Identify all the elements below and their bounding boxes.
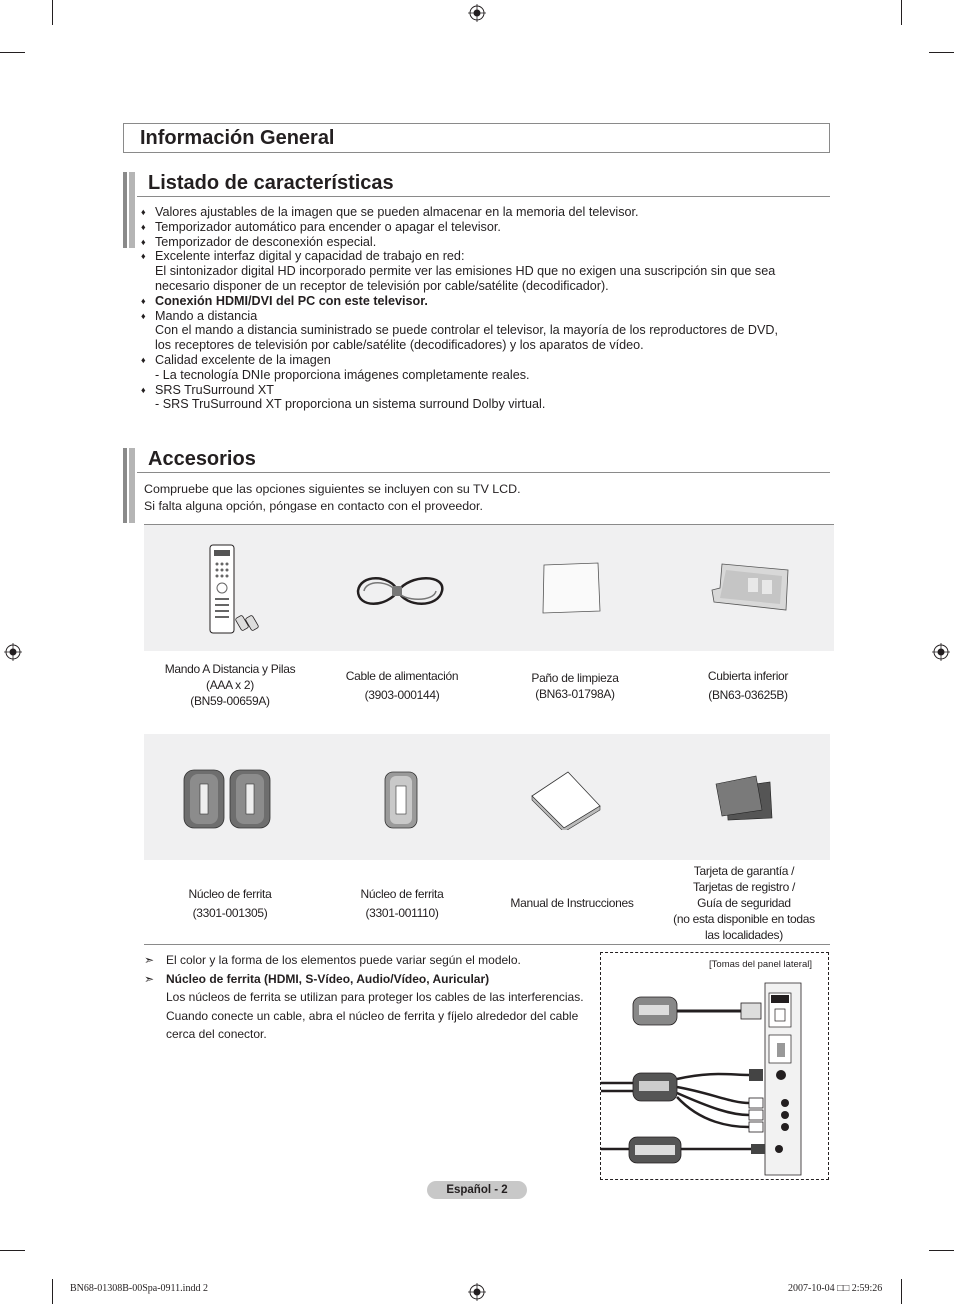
features-list — [141, 205, 821, 412]
accessory-caption — [490, 895, 654, 911]
caption-line: (BN63-03625B) — [708, 688, 788, 702]
accessory-caption — [493, 670, 657, 702]
crop-mark — [901, 1279, 902, 1304]
feature-item — [141, 353, 821, 383]
section-bar — [123, 448, 127, 523]
feature-item — [141, 309, 821, 353]
feature-item — [141, 205, 821, 220]
crop-mark — [929, 52, 954, 53]
feature-item — [141, 294, 821, 309]
registration-mark-icon — [4, 643, 22, 661]
note-arrow-icon: ➣ — [144, 953, 155, 967]
feature-item — [141, 220, 821, 235]
page-number: Español - 2 — [427, 1181, 527, 1199]
caption-line: Cable de alimentación — [345, 669, 459, 683]
caption-line: Guía de seguridad — [697, 896, 791, 910]
registration-mark-icon — [932, 643, 950, 661]
accessory-caption — [148, 886, 312, 921]
section-bar — [129, 172, 135, 248]
bullet-icon: ♦ — [141, 354, 146, 365]
feature-text: SRS TruSurround XT — [155, 382, 274, 397]
side-panel-diagram — [600, 952, 829, 1180]
caption-line: Núcleo de ferrita — [188, 887, 272, 901]
accessory-caption — [666, 668, 830, 703]
feature-detail: - La tecnología DNIe proporciona imágenes completamente reales. — [155, 367, 530, 382]
ferrite-core-icon — [382, 768, 420, 832]
feature-detail: - SRS TruSurround XT proporciona un sistema surround Dolby virtual. — [155, 397, 546, 412]
intro-line: Si falta alguna opción, póngase en contacto con el proveedor. — [144, 499, 483, 513]
note-arrow-icon: ➣ — [144, 971, 155, 986]
note-text: El color y la forma de los elementos puede variar según el modelo. — [166, 953, 521, 967]
accessory-caption — [320, 886, 484, 921]
power-cable-icon — [350, 572, 450, 610]
crop-mark — [0, 52, 25, 53]
caption-line: Tarjetas de registro / — [692, 880, 796, 894]
note-body-line: Cuando conecte un cable, abra el núcleo de ferrita y fíjelo alrededor del cable — [166, 1008, 579, 1023]
cleaning-cloth-icon — [540, 561, 604, 615]
feature-text: Temporizador automático para encender o apagar el televisor. — [155, 219, 501, 234]
section-rule — [137, 472, 830, 473]
feature-detail: Con el mando a distancia suministrado se puede controlar el televisor, la mayoría de los reproductores de DVD, — [155, 323, 779, 338]
bullet-icon: ♦ — [141, 295, 146, 306]
cable-connection-diagram — [601, 953, 828, 1179]
feature-text: Temporizador de desconexión especial. — [155, 234, 377, 249]
grid-rule — [144, 944, 830, 945]
feature-text: Conexión HDMI/DVI del PC con este televisor. — [155, 293, 428, 308]
note-body — [144, 988, 589, 1044]
feature-text: Valores ajustables de la imagen que se pueden almacenar en la memoria del televisor. — [155, 205, 639, 219]
bullet-icon: ♦ — [141, 207, 146, 217]
bullet-icon: ♦ — [141, 221, 146, 232]
caption-line: (3903-000144) — [364, 688, 440, 702]
feature-item — [141, 383, 821, 413]
page-title-box — [123, 123, 830, 153]
accessory-caption — [148, 661, 312, 709]
section-bar — [129, 448, 135, 523]
feature-text: Calidad excelente de la imagen — [155, 352, 331, 367]
caption-line: Paño de limpieza — [531, 671, 619, 685]
caption-line: (BN59-00659A) — [190, 694, 270, 708]
feature-detail: los receptores de televisión por cable/satélite (decodificadores) y los aparatos de vídeo. — [155, 338, 644, 353]
bullet-icon: ♦ — [141, 236, 146, 247]
intro-line: Compruebe que las opciones siguientes se incluyen con su TV LCD. — [144, 482, 521, 496]
caption-line: Cubierta inferior — [707, 669, 789, 683]
caption-line: (3301-001305) — [192, 906, 268, 920]
crop-mark — [52, 1279, 53, 1304]
note-body-line: cerca del conector. — [166, 1027, 267, 1041]
caption-line: (AAA x 2) — [206, 678, 254, 692]
note-item — [144, 951, 589, 970]
caption-line: las localidades) — [705, 928, 783, 942]
caption-line: Tarjeta de garantía / — [693, 864, 795, 878]
footer-timestamp: 2007-10-04 □□ 2:59:26 — [788, 1283, 883, 1294]
panel-label: [Tomas del panel lateral] — [709, 959, 812, 970]
note-title: Núcleo de ferrita (HDMI, S-Vídeo, Audio/Vídeo, Auricular) — [166, 971, 490, 986]
manual-icon — [528, 770, 604, 830]
caption-line: Núcleo de ferrita — [360, 887, 444, 901]
accessories-title: Accesorios — [148, 448, 256, 470]
caption-line: Mando A Distancia y Pilas — [164, 662, 296, 676]
crop-mark — [0, 1250, 25, 1251]
crop-mark — [901, 0, 902, 25]
feature-detail: necesario disponer de un receptor de televisión por cable/satélite (decodificador). — [155, 278, 609, 293]
page-title: Información General — [140, 127, 335, 149]
feature-text: Excelente interfaz digital y capacidad de trabajo en red: — [155, 249, 465, 264]
feature-detail: El sintonizador digital HD incorporado permite ver las emisiones HD que no exigen una suscripción sin que sea — [155, 264, 776, 279]
accessories-intro — [144, 481, 521, 515]
ferrite-core-pair-icon — [182, 766, 274, 832]
caption-line: (no esta disponible en todas — [673, 912, 815, 926]
caption-line: Manual de Instrucciones — [510, 896, 634, 910]
note-item — [144, 970, 589, 989]
section-rule — [137, 196, 830, 197]
caption-line: (3301-001110) — [365, 906, 439, 920]
accessory-caption — [658, 863, 830, 943]
warranty-cards-icon — [712, 774, 774, 822]
feature-item — [141, 249, 821, 293]
bullet-icon: ♦ — [141, 384, 146, 395]
registration-mark-icon — [468, 4, 486, 22]
section-bar — [123, 172, 127, 248]
footer-filename: BN68-01308B-00Spa-0911.indd 2 — [70, 1283, 208, 1294]
bottom-cover-icon — [708, 560, 792, 614]
registration-mark-icon — [468, 1283, 486, 1301]
remote-control-icon — [204, 542, 264, 636]
crop-mark — [929, 1250, 954, 1251]
bullet-icon: ♦ — [141, 310, 146, 321]
feature-item — [141, 235, 821, 250]
features-title: Listado de características — [148, 172, 394, 194]
crop-mark — [52, 0, 53, 25]
bullet-icon: ♦ — [141, 251, 146, 262]
accessory-caption — [320, 668, 484, 703]
notes — [144, 951, 589, 1044]
caption-line: (BN63-01798A) — [535, 687, 615, 701]
feature-text: Mando a distancia — [155, 308, 258, 323]
note-body-line: Los núcleos de ferrita se utilizan para proteger los cables de las interferencias. — [166, 990, 584, 1004]
